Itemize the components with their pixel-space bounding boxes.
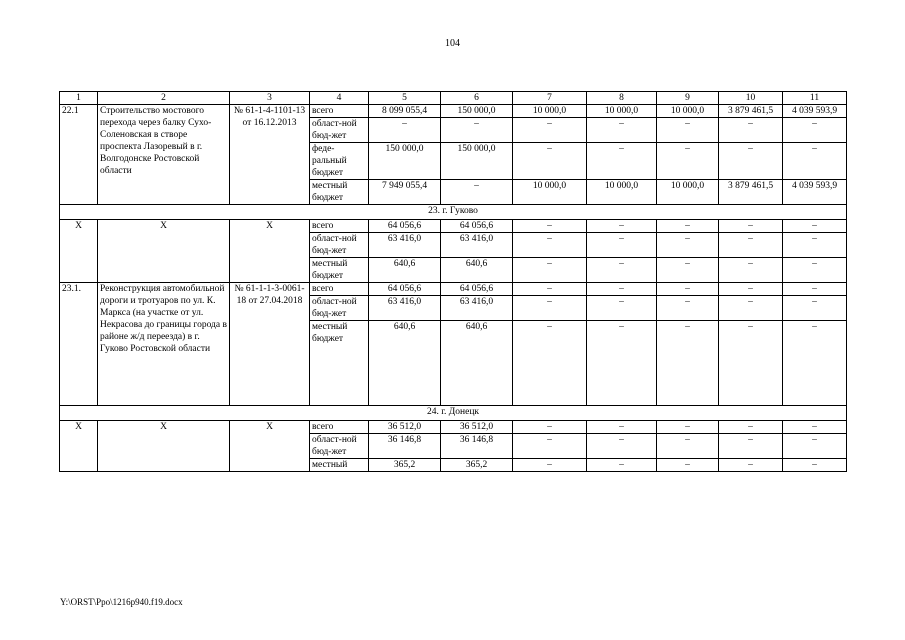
header-row (60, 92, 847, 105)
value-cell: 4 039 593,9 (783, 180, 847, 205)
value-cell: – (657, 434, 719, 459)
value-cell: 64 056,6 (441, 220, 513, 233)
funding-source: област-ной бюд-жет (310, 233, 369, 258)
budget-table (59, 91, 847, 472)
value-cell: – (657, 258, 719, 283)
footer-file-path: Y:\ORST\Ppo\1216p940.f19.docx (60, 597, 183, 607)
value-cell: 36 146,8 (369, 434, 441, 459)
value-cell: – (513, 258, 587, 283)
value-cell: – (513, 283, 587, 296)
value-cell: – (657, 321, 719, 406)
header-cell: 10 (719, 92, 783, 105)
row-number: Х (60, 220, 98, 283)
value-cell: – (719, 118, 783, 143)
value-cell: 640,6 (369, 321, 441, 406)
value-cell: 640,6 (441, 258, 513, 283)
value-cell: – (587, 220, 657, 233)
value-cell: – (719, 233, 783, 258)
row-number: 22.1 (60, 105, 98, 205)
value-cell: – (587, 321, 657, 406)
header-cell: 3 (230, 92, 310, 105)
value-cell: – (441, 118, 513, 143)
object-name: Х (98, 421, 230, 472)
value-cell: – (783, 434, 847, 459)
value-cell: – (587, 233, 657, 258)
header-cell: 2 (98, 92, 230, 105)
value-cell: – (783, 283, 847, 296)
document-ref: Х (230, 421, 310, 472)
funding-source: местный (310, 459, 369, 472)
funding-source: феде-ральный бюджет (310, 143, 369, 180)
row-number: 23.1. (60, 283, 98, 406)
value-cell: – (587, 421, 657, 434)
section-row (60, 406, 847, 421)
object-name: Строительство мостового перехода через балку Сухо-Соленовская в створе проспекта Лазоревый в г. Волгодонске Ростовской области (98, 105, 230, 205)
value-cell: – (513, 434, 587, 459)
value-cell: 63 416,0 (441, 296, 513, 321)
value-cell: – (719, 283, 783, 296)
value-cell: 64 056,6 (441, 283, 513, 296)
value-cell: – (783, 321, 847, 406)
value-cell: – (783, 258, 847, 283)
value-cell: – (719, 220, 783, 233)
value-cell: 10 000,0 (513, 180, 587, 205)
value-cell: 8 099 055,4 (369, 105, 441, 118)
value-cell: – (657, 233, 719, 258)
value-cell: – (587, 459, 657, 472)
value-cell: – (513, 421, 587, 434)
table-row (60, 220, 847, 233)
value-cell: – (719, 459, 783, 472)
header-cell: 6 (441, 92, 513, 105)
funding-source: местный бюджет (310, 258, 369, 283)
value-cell: 64 056,6 (369, 283, 441, 296)
table-row (60, 421, 847, 434)
value-cell: – (719, 296, 783, 321)
value-cell: 63 416,0 (369, 233, 441, 258)
value-cell: – (513, 118, 587, 143)
value-cell: 10 000,0 (587, 180, 657, 205)
value-cell: – (441, 180, 513, 205)
value-cell: – (657, 296, 719, 321)
document-ref: Х (230, 220, 310, 283)
value-cell: 36 512,0 (441, 421, 513, 434)
value-cell: – (719, 434, 783, 459)
value-cell: – (719, 321, 783, 406)
value-cell: 365,2 (369, 459, 441, 472)
value-cell: – (783, 421, 847, 434)
value-cell: 64 056,6 (369, 220, 441, 233)
value-cell: – (783, 459, 847, 472)
value-cell: – (719, 258, 783, 283)
value-cell: – (587, 434, 657, 459)
value-cell: 36 512,0 (369, 421, 441, 434)
value-cell: – (719, 421, 783, 434)
row-number: Х (60, 421, 98, 472)
funding-source: местный бюджет (310, 180, 369, 205)
value-cell: – (719, 143, 783, 180)
object-name: Х (98, 220, 230, 283)
value-cell: – (783, 296, 847, 321)
document-ref: № 61-1-4-1101-13 от 16.12.2013 (230, 105, 310, 205)
value-cell: – (783, 118, 847, 143)
value-cell: – (657, 220, 719, 233)
value-cell: – (783, 220, 847, 233)
value-cell: 63 416,0 (369, 296, 441, 321)
section-row (60, 205, 847, 220)
value-cell: 10 000,0 (587, 105, 657, 118)
header-cell: 4 (310, 92, 369, 105)
value-cell: 150 000,0 (441, 143, 513, 180)
funding-source: област-ной бюд-жет (310, 434, 369, 459)
value-cell: – (657, 118, 719, 143)
header-cell: 7 (513, 92, 587, 105)
value-cell: 10 000,0 (513, 105, 587, 118)
value-cell: – (513, 296, 587, 321)
value-cell: – (513, 321, 587, 406)
value-cell: 640,6 (441, 321, 513, 406)
header-cell: 1 (60, 92, 98, 105)
section-title: 24. г. Донецк (60, 406, 847, 421)
header-cell: 9 (657, 92, 719, 105)
value-cell: – (657, 143, 719, 180)
value-cell: 150 000,0 (369, 143, 441, 180)
funding-source: област-ной бюд-жет (310, 118, 369, 143)
section-title: 23. г. Гуково (60, 205, 847, 220)
header-cell: 8 (587, 92, 657, 105)
value-cell: – (513, 143, 587, 180)
funding-source: всего (310, 105, 369, 118)
value-cell: – (783, 143, 847, 180)
funding-source: област-ной бюд-жет (310, 296, 369, 321)
value-cell: 640,6 (369, 258, 441, 283)
value-cell: 4 039 593,9 (783, 105, 847, 118)
value-cell: – (587, 258, 657, 283)
value-cell: – (657, 459, 719, 472)
value-cell: – (587, 296, 657, 321)
value-cell: – (657, 421, 719, 434)
funding-source: всего (310, 421, 369, 434)
object-name: Реконструкция автомобильной дороги и тротуаров по ул. К. Маркса (на участке от ул. Некрасова до границы города в районе ж/д переезда) в г. Гуково Ростовской области (98, 283, 230, 406)
value-cell: 63 416,0 (441, 233, 513, 258)
value-cell: – (783, 233, 847, 258)
value-cell: – (587, 283, 657, 296)
value-cell: 36 146,8 (441, 434, 513, 459)
header-cell: 5 (369, 92, 441, 105)
value-cell: – (587, 118, 657, 143)
document-ref: № 61-1-1-3-0061-18 от 27.04.2018 (230, 283, 310, 406)
value-cell: – (587, 143, 657, 180)
value-cell: – (513, 459, 587, 472)
table-row (60, 283, 847, 296)
page-number: 104 (445, 38, 460, 49)
funding-source: всего (310, 283, 369, 296)
value-cell: 150 000,0 (441, 105, 513, 118)
value-cell: – (657, 283, 719, 296)
value-cell: 3 879 461,5 (719, 180, 783, 205)
value-cell: – (513, 233, 587, 258)
funding-source: местный бюджет (310, 321, 369, 406)
value-cell: 365,2 (441, 459, 513, 472)
value-cell: – (369, 118, 441, 143)
value-cell: 10 000,0 (657, 105, 719, 118)
header-cell: 11 (783, 92, 847, 105)
funding-source: всего (310, 220, 369, 233)
table-row (60, 105, 847, 118)
value-cell: 3 879 461,5 (719, 105, 783, 118)
value-cell: – (513, 220, 587, 233)
value-cell: 7 949 055,4 (369, 180, 441, 205)
value-cell: 10 000,0 (657, 180, 719, 205)
